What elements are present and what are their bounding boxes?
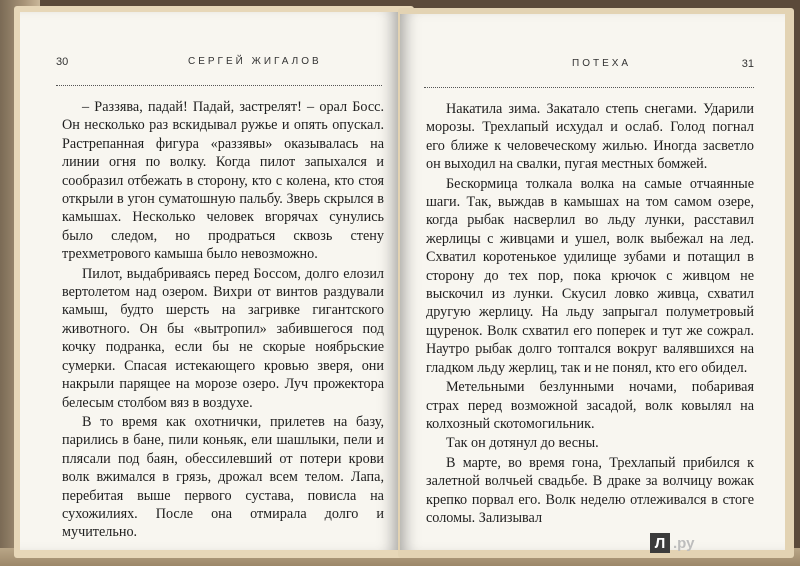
paragraph: Бескормица толкала волка на самые отчаянные шаги. Так, выждав в камышах на том самом озере, когда рыбак насверлил во льду лунки, расставил жерлицы с живцами и ушел, волк выбежал на лед. Схватил коротенькое удилище зубами и потащил в сторону до тех пор, пока крючок с живцом не выскочил из лунки. Скусил ловко живца, схватил другую жерлицу. На льду запрыгал полуметровый щуренок. Волк схватил его поперек и тут же сожрал. Наутро рыбак долго топтался вокруг валявшихся на гладком льду жерлиц, так и не понял, кто его обидел.	[426, 175, 754, 376]
left-page-number: 30	[56, 56, 69, 68]
right-page	[400, 14, 785, 550]
left-page	[20, 12, 398, 550]
paragraph: Пилот, выдабриваясь перед Боссом, долго елозил вертолетом над озером. Вихри от винтов раздували камыш, будто шерсть на загривке гигантского животного. Он бы «вытропил» забившегося под кочку подранка, если бы не скорые ноябрьские сумерки. Спасая истекающего кровью зверя, они накрыли парящее на морозе озеро. Луч прожектора белесым столбом вяз в воздухе.	[62, 265, 384, 411]
left-running-header	[56, 56, 382, 76]
paragraph: Метельными безлунными ночами, побаривая страх перед возможной засадой, волк ковылял на колхозный скотомогильник.	[426, 379, 754, 432]
watermark-logo-icon: Л	[650, 533, 670, 553]
right-page-number: 31	[741, 58, 754, 70]
paragraph: В марте, во время гона, Трехлапый прибился к залетной волчьей свадьбе. В драке за волчицу вожак крепко порвал его. Волк неделю отлеживался в стоге соломы. Зализывал	[426, 454, 754, 526]
left-running-head-title: СЕРГЕЙ ЖИГАЛОВ	[188, 56, 322, 67]
right-header-rule	[424, 87, 754, 88]
watermark-text: .ру	[673, 534, 695, 552]
right-running-head-title: ПОТЕХА	[572, 58, 632, 69]
paragraph: – Раззява, падай! Падай, застрелят! – орал Босс. Он несколько раз вскидывал ружье и опять опускал. Растрепанная фигура «раззявы» оказывалась на линии огня по волку. Когда пилот запыхался и сообразил отбежать в сторону, кто с колена, кто стоя открыли в угон суматошную пальбу. Зверь скрылся в камышах. Несколько человек вгорячах сунулись было следом, но продраться сквозь стену трехметрового камыша было невозможно.	[62, 99, 384, 263]
paragraph: В то время как охотнички, прилетев на базу, парились в бане, пили коньяк, ели шашлыки, пели и плясали под баян, обессилевший от потери крови волк вжимался в грязь, дрожал всем телом. Лапа, перебитая выше первого сустава, повисла на сухожилиях. После она отмирала долго и мучительно.	[62, 413, 384, 541]
site-watermark	[650, 532, 694, 554]
paragraph: Накатила зима. Закатало степь снегами. Ударили морозы. Трехлапый исхудал и ослаб. Голод погнал его ближе к человеческому жилью. Иногда засветло он выходил на свалки, пугая местных бомжей.	[426, 101, 754, 173]
right-page-body	[426, 100, 754, 528]
paragraph: Так он дотянул до весны.	[446, 435, 599, 452]
right-running-header	[424, 58, 754, 78]
left-page-body	[62, 98, 384, 543]
left-header-rule	[56, 85, 382, 86]
